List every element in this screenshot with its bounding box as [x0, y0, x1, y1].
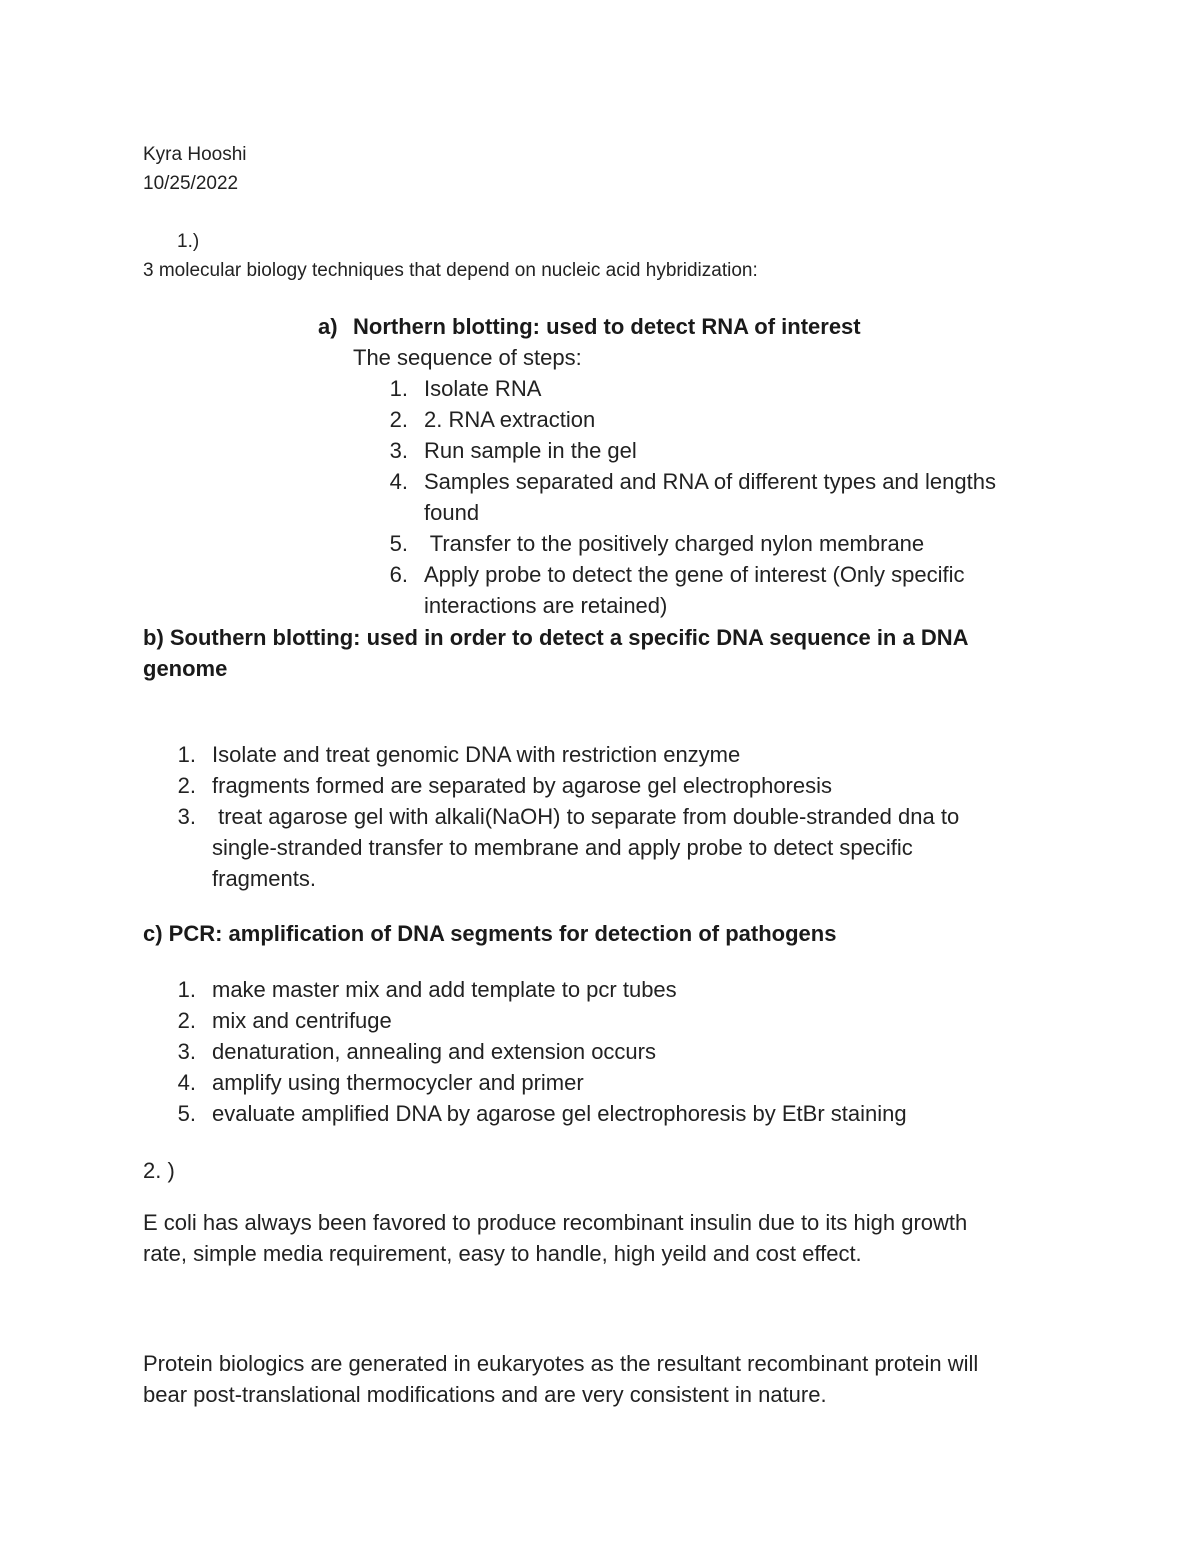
section-a-step-text: Run sample in the gel: [424, 438, 637, 463]
section-c-step-text: make master mix and add template to pcr tubes: [212, 977, 677, 1002]
section-a-step-number: 3.: [389, 438, 408, 463]
section-a-step-text: Isolate RNA: [424, 376, 542, 401]
section-a-step-text: Apply probe to detect the gene of interest (Only specific: [424, 562, 965, 587]
section-a-step-text: interactions are retained): [424, 593, 668, 618]
section-a-step-number: 1.: [389, 376, 408, 401]
section-b-step-text: Isolate and treat genomic DNA with restriction enzyme: [212, 742, 741, 767]
question-1-intro: 3 molecular biology techniques that depend on nucleic acid hybridization:: [143, 260, 758, 281]
question-2-para-2-line-2: bear post-translational modifications and are very consistent in nature.: [143, 1382, 827, 1407]
section-a-step-text: 2. RNA extraction: [424, 407, 596, 432]
section-c-step-text: mix and centrifuge: [212, 1008, 392, 1033]
author-name: Kyra Hooshi: [143, 144, 247, 165]
section-b-step-number: 3.: [177, 804, 196, 829]
section-b-step-number: 2.: [177, 773, 196, 798]
section-a-step-text: Transfer to the positively charged nylon membrane: [424, 531, 925, 556]
section-c-step-number: 3.: [177, 1039, 196, 1064]
section-c-step-text: amplify using thermocycler and primer: [212, 1070, 584, 1095]
question-2-para-2-line-1: Protein biologics are generated in eukaryotes as the resultant recombinant protein will: [143, 1351, 979, 1376]
section-a-step-number: 4.: [389, 469, 408, 494]
section-a-step-number: 2.: [389, 407, 408, 432]
document-date: 10/25/2022: [143, 173, 239, 194]
question-2-para-1-line-1: E coli has always been favored to produce recombinant insulin due to its high growth: [143, 1210, 968, 1235]
section-c-step-number: 5.: [177, 1101, 196, 1126]
section-b-step-number: 1.: [177, 742, 196, 767]
question-2-number: 2. ): [143, 1158, 175, 1183]
section-a-heading: Northern blotting: used to detect RNA of interest: [353, 314, 861, 339]
section-a-step-number: 5.: [389, 531, 408, 556]
section-c-step-number: 1.: [177, 977, 196, 1002]
section-a-marker: a): [318, 314, 338, 339]
section-c-heading: c) PCR: amplification of DNA segments for detection of pathogens: [143, 921, 837, 946]
section-c-step-text: evaluate amplified DNA by agarose gel electrophoresis by EtBr staining: [212, 1101, 907, 1126]
section-c-step-text: denaturation, annealing and extension occurs: [212, 1039, 656, 1064]
section-b-step-text: single-stranded transfer to membrane and apply probe to detect specific: [212, 835, 913, 860]
question-1-number: 1.): [177, 231, 200, 252]
section-a-step-text: Samples separated and RNA of different types and lengths: [424, 469, 996, 494]
section-a-steps-label: The sequence of steps:: [353, 345, 582, 370]
section-b-step-text: treat agarose gel with alkali(NaOH) to separate from double-stranded dna to: [212, 804, 960, 829]
section-c-step-number: 4.: [177, 1070, 196, 1095]
section-c-step-number: 2.: [177, 1008, 196, 1033]
section-a-step-text: found: [424, 500, 480, 525]
section-b-step-text: fragments formed are separated by agarose gel electrophoresis: [212, 773, 833, 798]
section-b-heading-line-1: b) Southern blotting: used in order to detect a specific DNA sequence in a DNA: [143, 625, 969, 650]
question-2-para-1-line-2: rate, simple media requirement, easy to handle, high yeild and cost effect.: [143, 1241, 862, 1266]
section-a-step-number: 6.: [389, 562, 408, 587]
section-b-step-text: fragments.: [212, 866, 316, 891]
section-b-heading-line-2: genome: [143, 656, 228, 681]
